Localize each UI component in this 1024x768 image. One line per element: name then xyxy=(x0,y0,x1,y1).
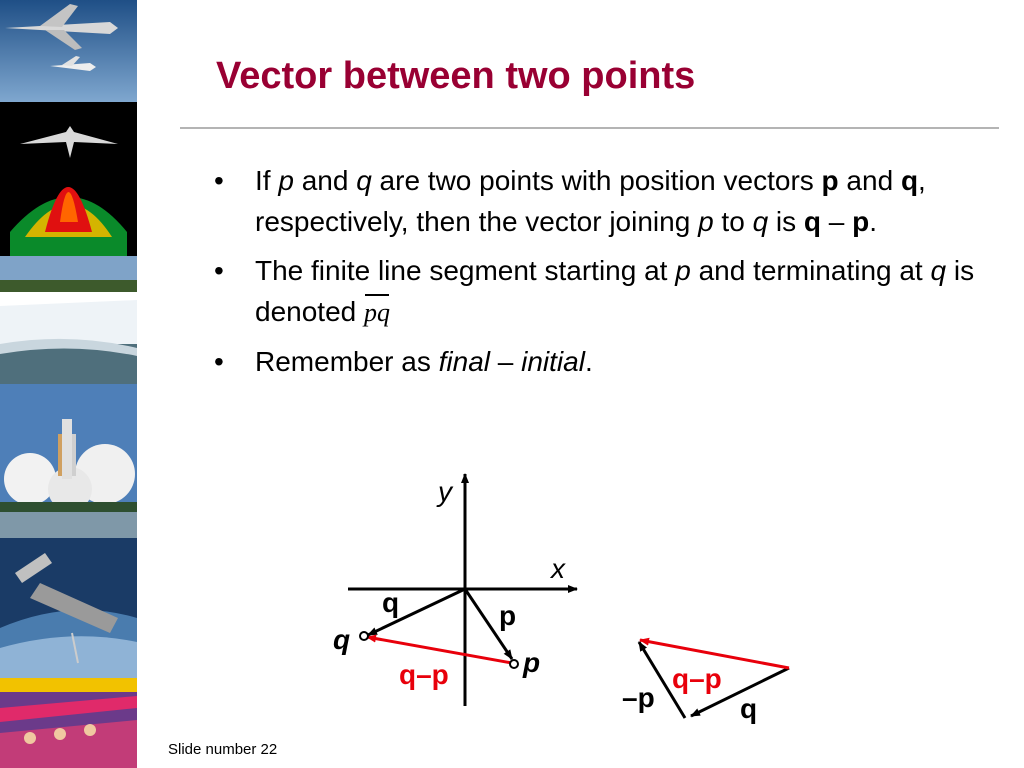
point-q-label: q xyxy=(333,624,351,655)
point-q-marker xyxy=(360,632,368,640)
bullet-text: and xyxy=(838,165,901,196)
point-p: p xyxy=(698,206,714,237)
bullet-text: and xyxy=(293,165,357,196)
neg-p-label: –p xyxy=(622,682,655,713)
bullet-text: Remember as xyxy=(255,346,439,377)
point-p: p xyxy=(675,255,691,286)
bullet-dot-icon: • xyxy=(214,165,224,196)
difference-label: q–p xyxy=(399,659,449,690)
bullet-text: . xyxy=(584,346,593,377)
vector-p-label: p xyxy=(499,600,517,631)
x-axis-label: x xyxy=(551,553,565,584)
bullet-text: to xyxy=(713,206,753,237)
bullet-dot-icon: • xyxy=(214,346,224,377)
difference-label-right: q–p xyxy=(672,663,722,694)
bullet-text: is xyxy=(768,206,804,237)
bullet-text: , respectively, then the vector joining xyxy=(255,165,926,237)
bullet-text: are two points with position vectors xyxy=(371,165,822,196)
segment-pq: pq xyxy=(364,292,390,333)
point-q: q xyxy=(930,255,947,286)
bullet-text: . xyxy=(869,206,878,237)
slide-title: Vector between two points xyxy=(216,55,696,97)
vector-q: q xyxy=(803,206,822,237)
point-p-marker xyxy=(510,660,518,668)
bullet-dot-icon: • xyxy=(214,255,224,286)
slide-number: Slide number 22 xyxy=(168,741,278,758)
vector-p: p xyxy=(821,165,839,196)
point-p-label: p xyxy=(523,647,541,678)
vector-q-label: q xyxy=(382,587,400,618)
bullet-text: The finite line segment starting at xyxy=(255,255,676,286)
minus-sign: – xyxy=(821,206,853,237)
y-axis-label: y xyxy=(438,476,452,507)
vector-q-label-right: q xyxy=(740,693,758,724)
point-q: q xyxy=(356,165,372,196)
point-q: q xyxy=(752,206,769,237)
bullet-text: is denoted xyxy=(255,255,975,327)
word-final: final xyxy=(438,346,490,377)
vector-p: p xyxy=(852,206,870,237)
bullet-text: If xyxy=(255,165,279,196)
word-initial: initial xyxy=(521,346,585,377)
vector-q: q xyxy=(900,165,919,196)
bullet-text: and terminating at xyxy=(690,255,931,286)
minus-sign: – xyxy=(490,346,522,377)
point-p: p xyxy=(278,165,294,196)
